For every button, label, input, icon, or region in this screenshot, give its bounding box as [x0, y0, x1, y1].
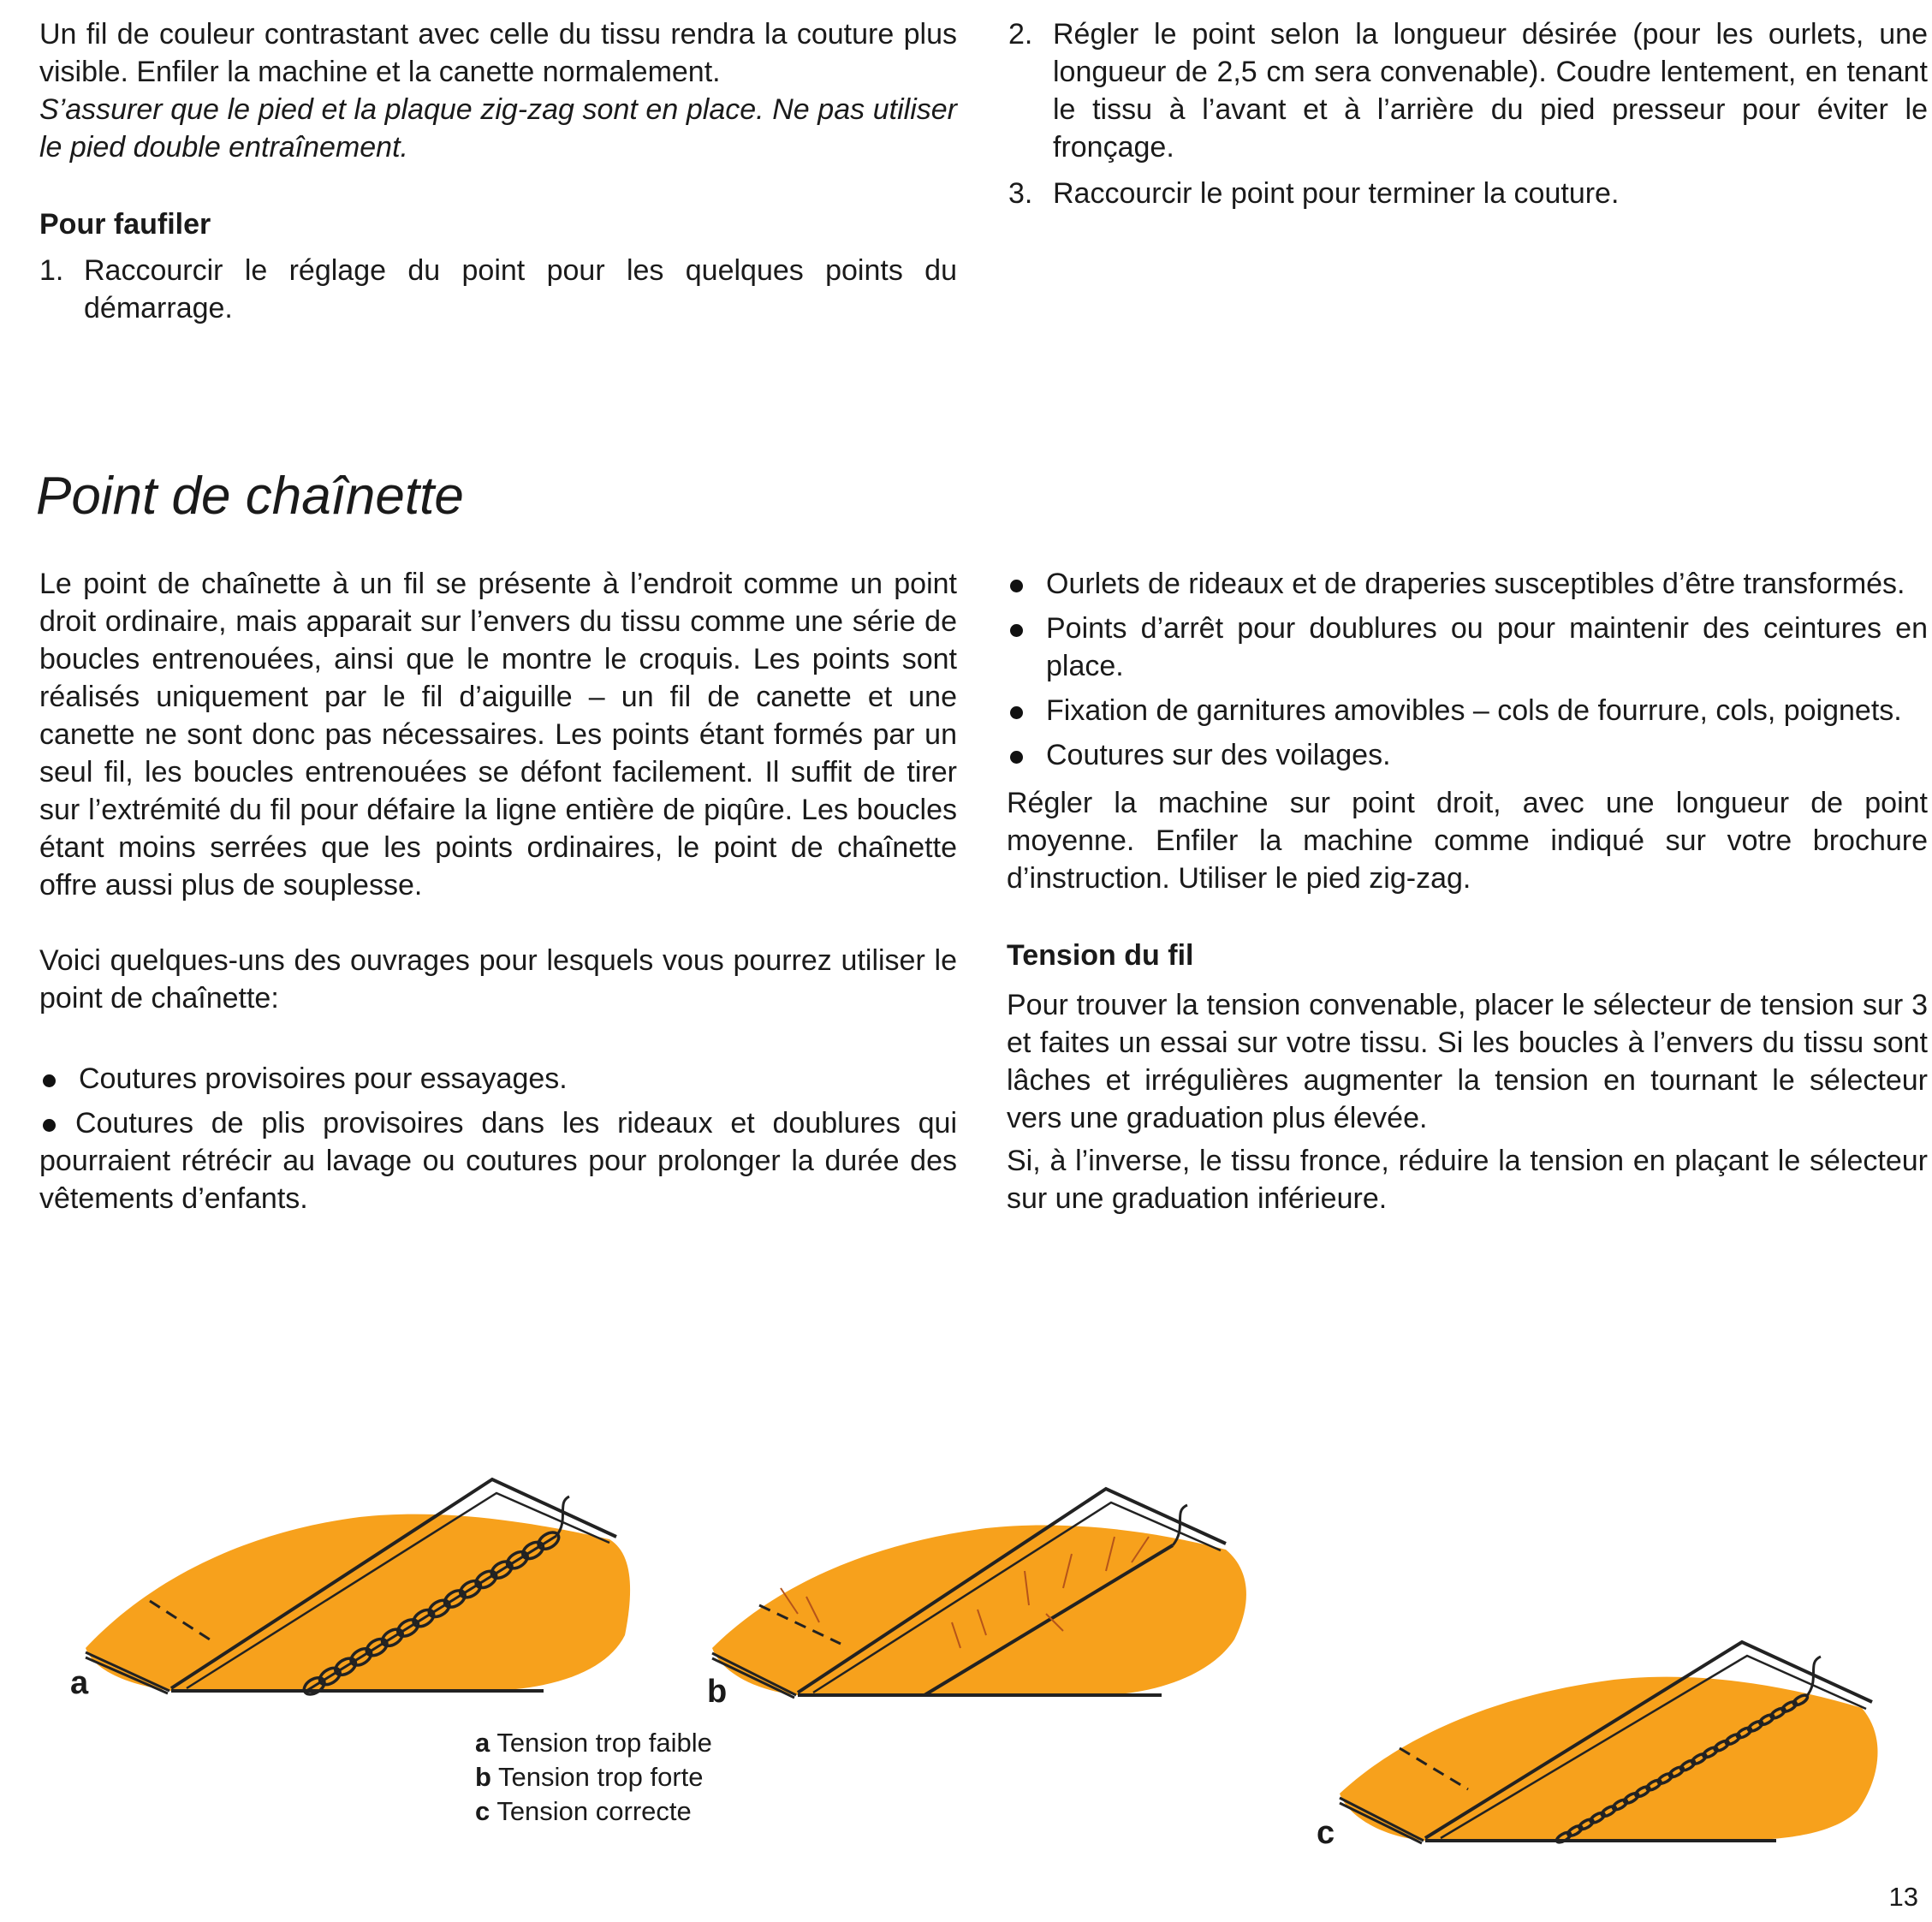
caption-line-c: c Tension correcte: [475, 1796, 692, 1826]
bullet-icon: [43, 1119, 56, 1132]
chainette-column-left: [39, 565, 957, 1217]
illustration-c: [1331, 1635, 1896, 1858]
faufiler-column-right: [1008, 15, 1928, 212]
figure-label-b: b: [707, 1674, 728, 1710]
faufiler-steps-left: [39, 252, 957, 327]
ouvrages-list-left: [39, 1060, 957, 1217]
faufiler-step-2: [1008, 15, 1928, 166]
illustration-b: [704, 1477, 1269, 1717]
list-item: Coutures sur des voilages.: [1007, 736, 1928, 774]
step-number: 3.: [1008, 177, 1033, 210]
bullet-icon: [43, 1074, 56, 1087]
chainette-intro-paragraph: Le point de chaînette à un fil se présente à l’endroit comme un point droit ordinaire, mais apparait sur l’envers du tissu comme une série de boucles entrenouées, ainsi que le montre le croquis. Les points sont réalisés uniquement par le fil d’aiguille – un fil de canette et une canette ne sont donc pas nécessaires. Les points étant formés par un seul fil, les boucles entrenouées se défont facilement. Il suffit de tirer sur l’extrémité du fil pour défaire la ligne entière de piqûre. Les boucles étant moins serrées que les points ordinaires, le point de chaînette offre aussi plus de souplesse.: [39, 568, 957, 901]
caption-line-b: b Tension trop forte: [475, 1762, 704, 1792]
list-item: Coutures de plis provisoires dans les rideaux et doublures qui pourraient rétrécir au lavage ou coutures pour prolonger la durée des vêtements d’enfants.: [39, 1107, 957, 1215]
step-text: Raccourcir le point pour terminer la couture.: [1053, 177, 1620, 210]
faufiler-step-1: [39, 252, 957, 327]
caption-line-a: a Tension trop faible: [475, 1728, 712, 1758]
figure-caption: [475, 1726, 712, 1829]
intro-note-italic: S’assurer que le pied et la plaque zig-zag sont en place. Ne pas utiliser le pied double entraînement.: [39, 93, 957, 164]
reglage-paragraph: Régler la machine sur point droit, avec une longueur de point moyenne. Enfiler la machine comme indiqué sur votre brochure d’instruction. Utiliser le pied zig-zag.: [1007, 787, 1928, 895]
ouvrages-list-right: [1007, 565, 1928, 774]
bullet-icon: [1010, 624, 1023, 637]
step-text: Raccourcir le réglage du point pour les quelques points du démarrage.: [84, 254, 957, 324]
section-title: Point de chaînette: [36, 467, 464, 526]
figure-label-c: c: [1317, 1815, 1335, 1851]
list-item: Ourlets de rideaux et de draperies susceptibles d’être transformés.: [1007, 565, 1928, 603]
step-text: Régler le point selon la longueur désirée (pour les ourlets, une longueur de 2,5 cm sera convenable). Coudre lentement, en tenant le tissu à l’avant et à l’arrière du pied presseur pour éviter le fronçage.: [1053, 18, 1928, 164]
intro-column: [39, 15, 957, 327]
step-number: 2.: [1008, 18, 1033, 51]
step-number: 1.: [39, 254, 64, 287]
page-number: 13: [1888, 1882, 1918, 1912]
tension-paragraph-2: Si, à l’inverse, le tissu fronce, réduire la tension en plaçant le sélecteur sur une graduation inférieure.: [1007, 1145, 1928, 1215]
intro-paragraph: Un fil de couleur contrastant avec celle du tissu rendra la couture plus visible. Enfiler la machine et la canette normalement.: [39, 18, 957, 88]
faufiler-heading: Pour faufiler: [39, 208, 211, 241]
bullet-icon: [1010, 580, 1023, 592]
bullet-icon: [1010, 751, 1023, 764]
list-item: Coutures provisoires pour essayages.: [39, 1060, 957, 1098]
list-item: Points d’arrêt pour doublures ou pour maintenir des ceintures en place.: [1007, 610, 1928, 685]
illustration-a: [77, 1464, 642, 1704]
ouvrages-paragraph: Voici quelques-uns des ouvrages pour lesquels vous pourrez utiliser le point de chaînette:: [39, 944, 957, 1015]
tension-heading: Tension du fil: [1007, 939, 1194, 972]
faufiler-steps-right: [1008, 15, 1928, 212]
tension-paragraph-1: Pour trouver la tension convenable, placer le sélecteur de tension sur 3 et faites un essai sur votre tissu. Si les boucles à l’envers du tissu sont lâches et irrégulières augmenter la tension en tournant le sélecteur vers une graduation plus élevée.: [1007, 989, 1928, 1134]
list-item: Fixation de garnitures amovibles – cols de fourrure, cols, poignets.: [1007, 692, 1928, 729]
faufiler-step-3: [1008, 175, 1928, 212]
chainette-column-right: [1007, 565, 1928, 1217]
figure-label-a: a: [70, 1665, 89, 1701]
bullet-icon: [1010, 706, 1023, 719]
